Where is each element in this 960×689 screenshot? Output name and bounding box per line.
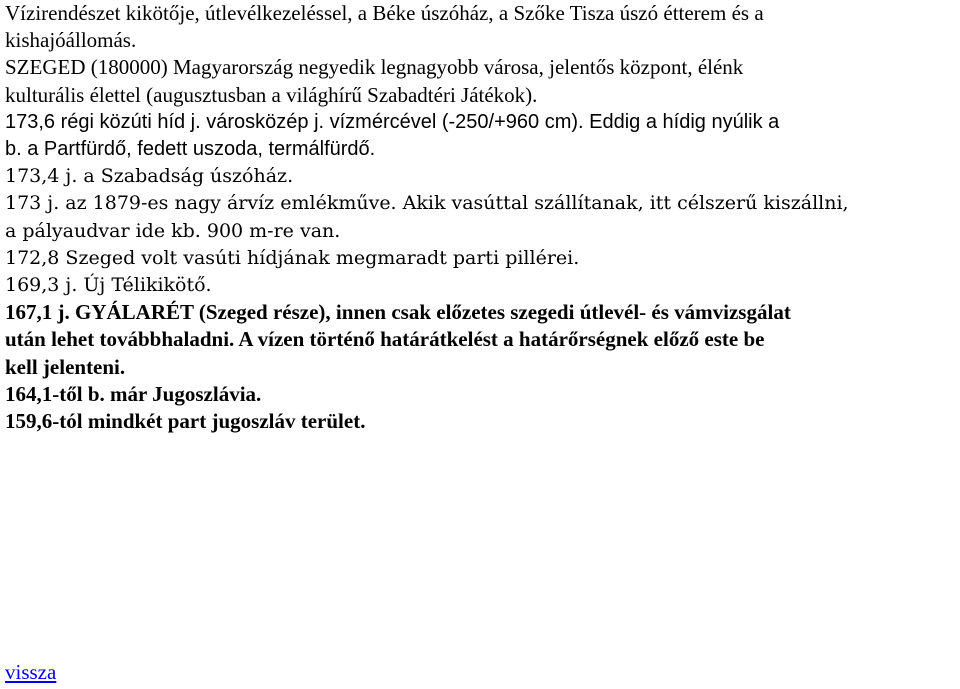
text-line-7: 173,4 j. a Szabadság úszóház.: [5, 165, 294, 188]
text-line-15: 164,1-től b. már Jugoszlávia.: [5, 381, 262, 406]
text-line-10: 172,8 Szeged volt vasúti hídjának megmaradt parti pillérei.: [5, 246, 580, 269]
text-line-5: 173,6 régi közúti híd j. városközép j. vízmércével (-250/+960 cm). Eddig a hídig nyúlik a: [5, 110, 780, 133]
text-line-13: után lehet továbbhaladni. A vízen történő határátkelést a határőrségnek előző este be: [5, 327, 765, 352]
document-body: [5, 0, 955, 435]
back-link[interactable]: vissza: [5, 660, 57, 684]
text-line-8: 173 j. az 1879-es nagy árvíz emlékműve. Akik vasúttal szállítanak, itt célszerű kiszállni,: [5, 192, 849, 215]
text-line-4: kulturális élettel (augusztusban a világhírű Szabadtéri Játékok).: [5, 82, 538, 107]
text-line-2: kishajóállomás.: [5, 28, 137, 53]
text-line-1: Vízirendészet kikötője, útlevélkezeléssel, a Béke úszóház, a Szőke Tisza úszó étterem és a: [5, 1, 764, 25]
text-line-16: 159,6-tól mindkét part jugoszláv terület.: [5, 409, 366, 434]
text-line-9: a pályaudvar ide kb. 900 m-re van.: [5, 219, 341, 242]
text-line-3: SZEGED (180000) Magyarország negyedik legnagyobb városa, jelentős központ, élénk: [5, 55, 744, 80]
text-line-6: b. a Partfürdő, fedett uszoda, termálfürdő.: [5, 138, 376, 161]
text-line-11: 169,3 j. Új Télikikötő.: [5, 274, 212, 297]
text-line-14: kell jelenteni.: [5, 354, 126, 379]
text-line-12: 167,1 j. GYÁLARÉT (Szeged része), innen csak előzetes szegedi útlevél- és vámvizsgálat: [5, 300, 791, 325]
